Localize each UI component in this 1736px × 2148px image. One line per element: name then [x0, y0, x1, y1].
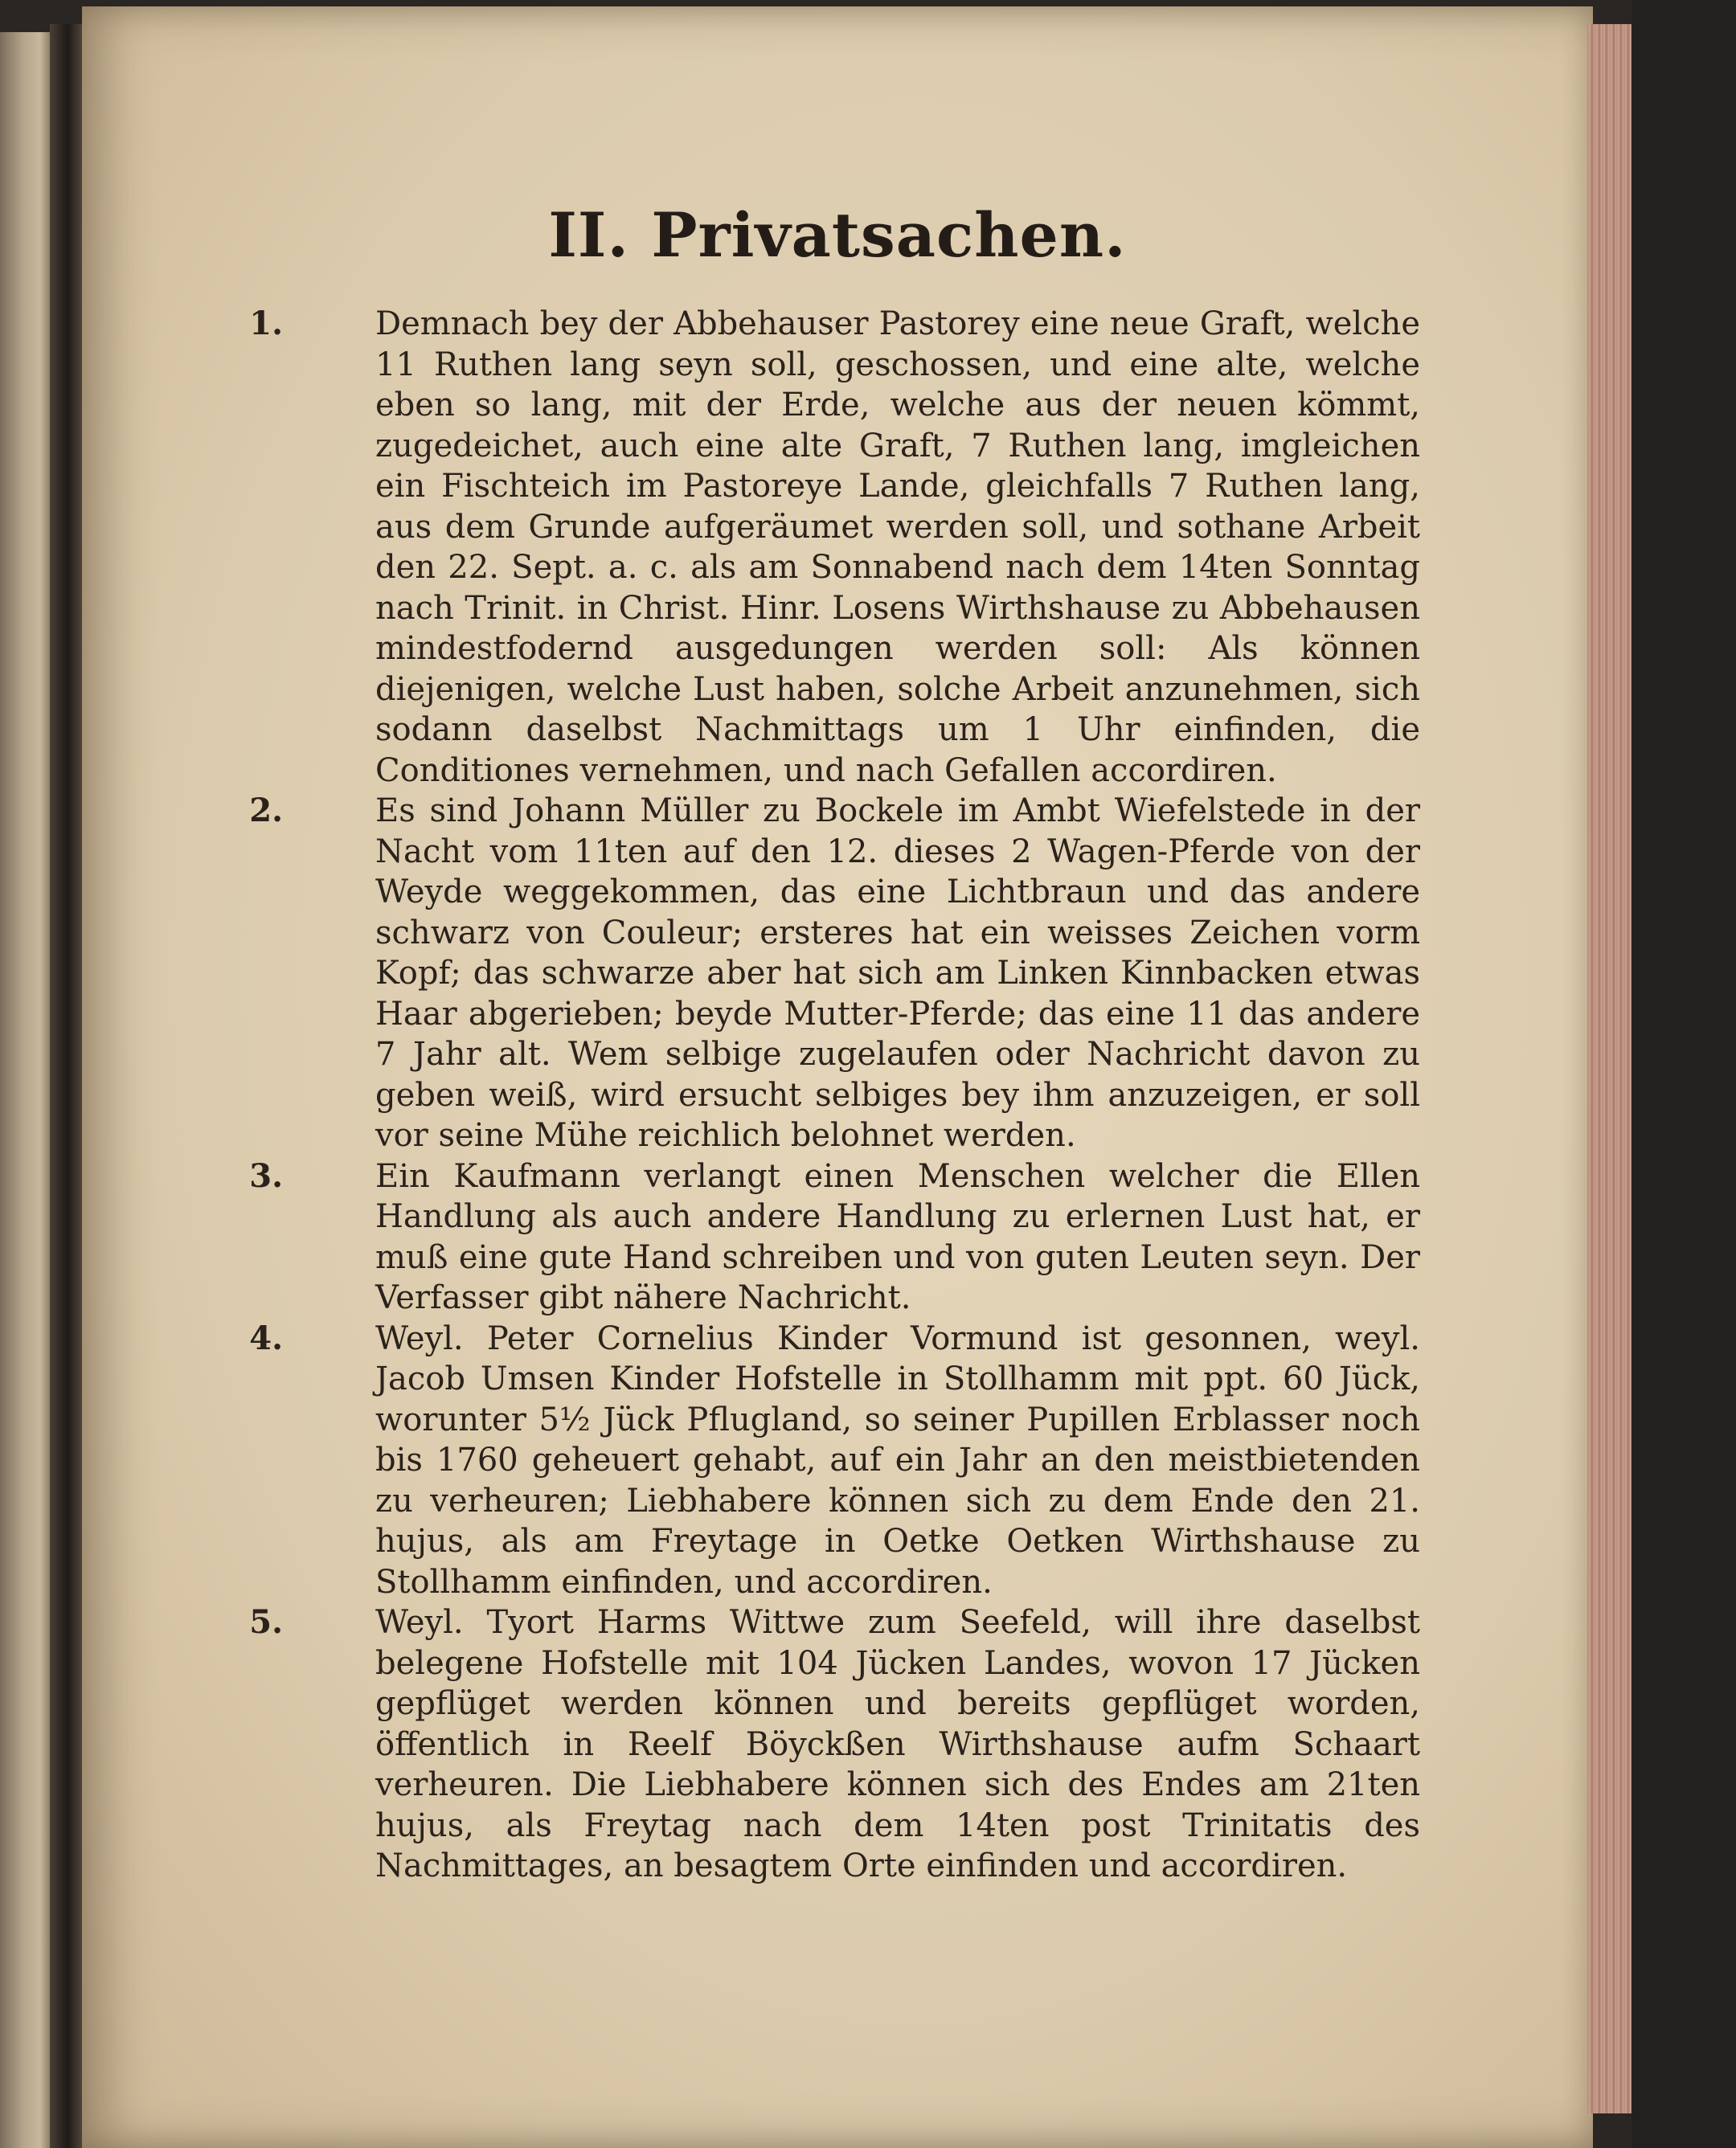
entry-3	[243, 1156, 1420, 1319]
entry-number: 4.	[249, 1319, 283, 1357]
entry-2	[243, 791, 1420, 1156]
entries-list	[243, 304, 1420, 1887]
entry-number: 3.	[249, 1156, 283, 1195]
left-page-edge	[0, 32, 50, 2148]
entry-text: Weyl. Peter Cornelius Kinder Vormund ist gesonnen, weyl. Jacob Umsen Kinder Hofstelle in Stollhamm mit ppt. 60 Jück, worunter 5½ Jück Pflugland, so seiner Pupillen Erblasser noch bis 1760 geheuert gehabt, auf ein Jahr an den meistbietenden zu verheuren; Liebhabere können sich zu dem Ende den 21. hujus, als am Freytage in Oetke Oetken Wirthshause zu Stollhamm einfinden, und accordiren.	[375, 1319, 1420, 1601]
entry-text: Es sind Johann Müller zu Bockele im Ambt Wiefelstede in der Nacht vom 11ten auf den 12. dieses 2 Wagen-Pferde von der Weyde weggekommen, das eine Lichtbraun und das andere schwarz von Couleur; ersteres hat ein weisses Zeichen vorm Kopf; das schwarze aber hat sich am Linken Kinnbacken etwas Haar abgerieben; beyde Mutter-Pferde; das eine 11 das andere 7 Jahr alt. Wem selbige zugelaufen oder Nachricht davon zu geben weiß, wird ersucht selbiges bey ihm anzuzeigen, er soll vor seine Mühe reichlich belohnet werden.	[375, 792, 1420, 1154]
book-gutter	[50, 24, 85, 2148]
entry-1	[243, 304, 1420, 791]
entry-text: Ein Kaufmann verlangt einen Menschen welcher die Ellen Handlung als auch andere Handlung zu erlernen Lust hat, er muß eine gute Hand schreiben und von guten Leuten seyn. Der Verfasser gibt nähere Nachricht.	[375, 1157, 1420, 1316]
entry-number: 5.	[249, 1603, 283, 1641]
entry-number: 2.	[249, 792, 283, 829]
entry-number: 1.	[249, 305, 283, 342]
scan-background	[1632, 0, 1736, 2148]
entry-text: Demnach bey der Abbehauser Pastorey eine neue Graft, welche 11 Ruthen lang seyn soll, geschossen, und eine alte, welche eben so lang, mit der Erde, welche aus der neuen kömmt, zugedeichet, auch eine alte Graft, 7 Ruthen lang, imgleichen ein Fischteich im Pastoreye Lande, gleichfalls 7 Ruthen lang, aus dem Grunde aufgeräumet werden soll, und sothane Arbeit den 22. Sept. a. c. als am Sonnabend nach dem 14ten Sonntag nach Trinit. in Christ. Hinr. Losens Wirthshause zu Abbehausen mindestfodernd ausgedungen werden soll: Als können diejenigen, welche Lust haben, solche Arbeit anzunehmen, sich sodann daselbst Nachmittags um 1 Uhr einfinden, die Conditiones vernehmen, und nach Gefallen accordiren.	[375, 305, 1420, 789]
page	[82, 6, 1593, 2148]
page-block-edges	[1587, 24, 1632, 2113]
entry-5	[243, 1602, 1420, 1887]
entry-4	[243, 1319, 1420, 1603]
section-heading: II. Privatsachen.	[548, 199, 1127, 271]
entry-text: Weyl. Tyort Harms Wittwe zum Seefeld, will ihre daselbst belegene Hofstelle mit 104 Jücken Landes, wovon 17 Jücken gepflüget werden können und bereits gepflüget worden, öffentlich in Reelf Böyckßen Wirthshause aufm Schaart verheuren. Die Liebhabere können sich des Endes am 21ten hujus, als Freytag nach dem 14ten post Trinitatis des Nachmittages, an besagtem Orte einfinden und accordiren.	[375, 1604, 1420, 1884]
